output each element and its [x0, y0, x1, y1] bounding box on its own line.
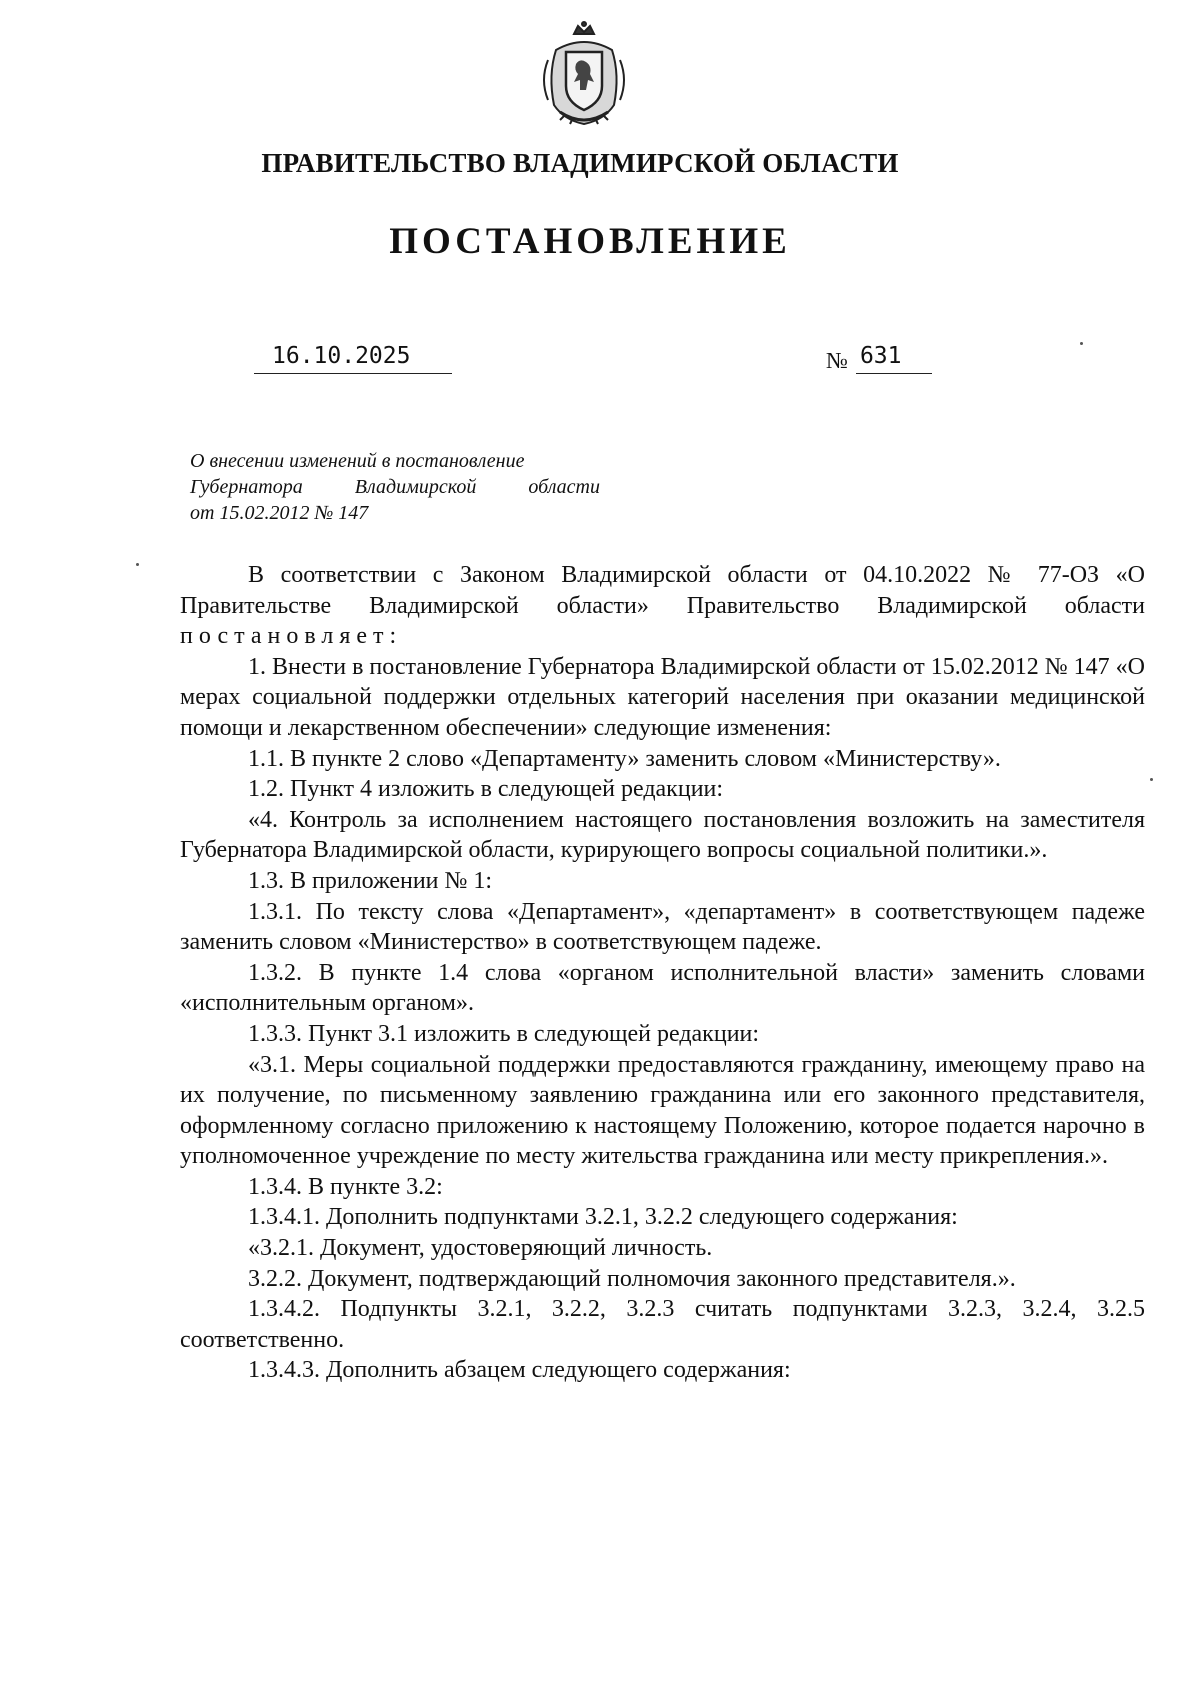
organization-title: ПРАВИТЕЛЬСТВО ВЛАДИМИРСКОЙ ОБЛАСТИ [261, 148, 899, 178]
body-paragraph: 1.3.4.1. Дополнить подпунктами 3.2.1, 3.2.2 следующего содержания: [248, 1204, 958, 1231]
body-paragraph: 3.2.2. Документ, подтверждающий полномочия законного представителя.». [248, 1265, 1016, 1292]
body-paragraph: 1.2. Пункт 4 изложить в следующей редакции: [248, 776, 724, 803]
body-paragraph: 1.3.1. По тексту слова «Департамент», «департамент» в соответствующем падеже заменить словом «Министерство» в соответствующем падеже. [180, 898, 1145, 956]
number-sign: № [826, 348, 848, 373]
body-paragraph: 1. Внести в постановление Губернатора Владимирской области от 15.02.2012 № 147 «О мерах социальной поддержки отдельных категорий населения при оказании медицинской помощи и лекарственном обеспечении» следующие изменения: [180, 653, 1145, 741]
document-body [180, 560, 1145, 1386]
body-paragraph: 1.3.4. В пункте 3.2: [248, 1173, 443, 1200]
preamble-colon: : [389, 623, 397, 650]
subject-line: от 15.02.2012 № 147 [190, 502, 369, 524]
body-paragraph: 1.3.4.3. Дополнить абзацем следующего содержания: [248, 1357, 791, 1384]
body-paragraph: 1.3. В приложении № 1: [248, 867, 493, 894]
document-number [826, 343, 932, 374]
body-paragraph: 1.1. В пункте 2 слово «Департаменту» заменить словом «Министерству». [248, 745, 1001, 772]
document-type-title: ПОСТАНОВЛЕНИЕ [389, 221, 791, 262]
body-paragraph: «3.1. Меры социальной поддержки предоставляются гражданину, имеющему право на их получение, по письменному заявлению гражданина или его законного представителя, оформленному согласно приложению к настоящему Положению, которое подается нарочно в уполномоченное учреждение по месту жительства гражданина или месту прикрепления.». [180, 1051, 1145, 1170]
decree-word: постановляет [180, 623, 390, 650]
document-date: 16.10.2025 [254, 343, 452, 374]
scan-speck [1080, 342, 1083, 345]
body-paragraph: «3.2.1. Документ, удостоверяющий личность. [248, 1235, 713, 1262]
body-paragraph [180, 560, 1145, 652]
preamble-text: В соответствии с Законом Владимирской области от 04.10.2022 № 77-ОЗ «О Правительстве Владимирской области» Правительство Владимирской области [180, 562, 1145, 619]
scan-speck [136, 563, 139, 566]
body-paragraph: «4. Контроль за исполнением настоящего постановления возложить на заместителя Губернатора Владимирской области, курирующего вопросы социальной политики.». [180, 806, 1145, 864]
body-paragraph: 1.3.2. В пункте 1.4 слова «органом исполнительной власти» заменить словами «исполнительным органом». [180, 959, 1145, 1017]
subject-line: Губернатора Владимирской области [190, 476, 600, 498]
coat-of-arms-emblem [534, 20, 634, 130]
subject-block [190, 448, 600, 526]
subject-line: О внесении изменений в постановление [190, 450, 525, 472]
document-number-value: 631 [856, 343, 932, 374]
body-paragraph: 1.3.4.2. Подпункты 3.2.1, 3.2.2, 3.2.3 считать подпунктами 3.2.3, 3.2.4, 3.2.5 соответственно. [180, 1296, 1145, 1353]
scan-speck [1150, 778, 1153, 781]
body-paragraph: 1.3.3. Пункт 3.1 изложить в следующей редакции: [248, 1020, 760, 1047]
